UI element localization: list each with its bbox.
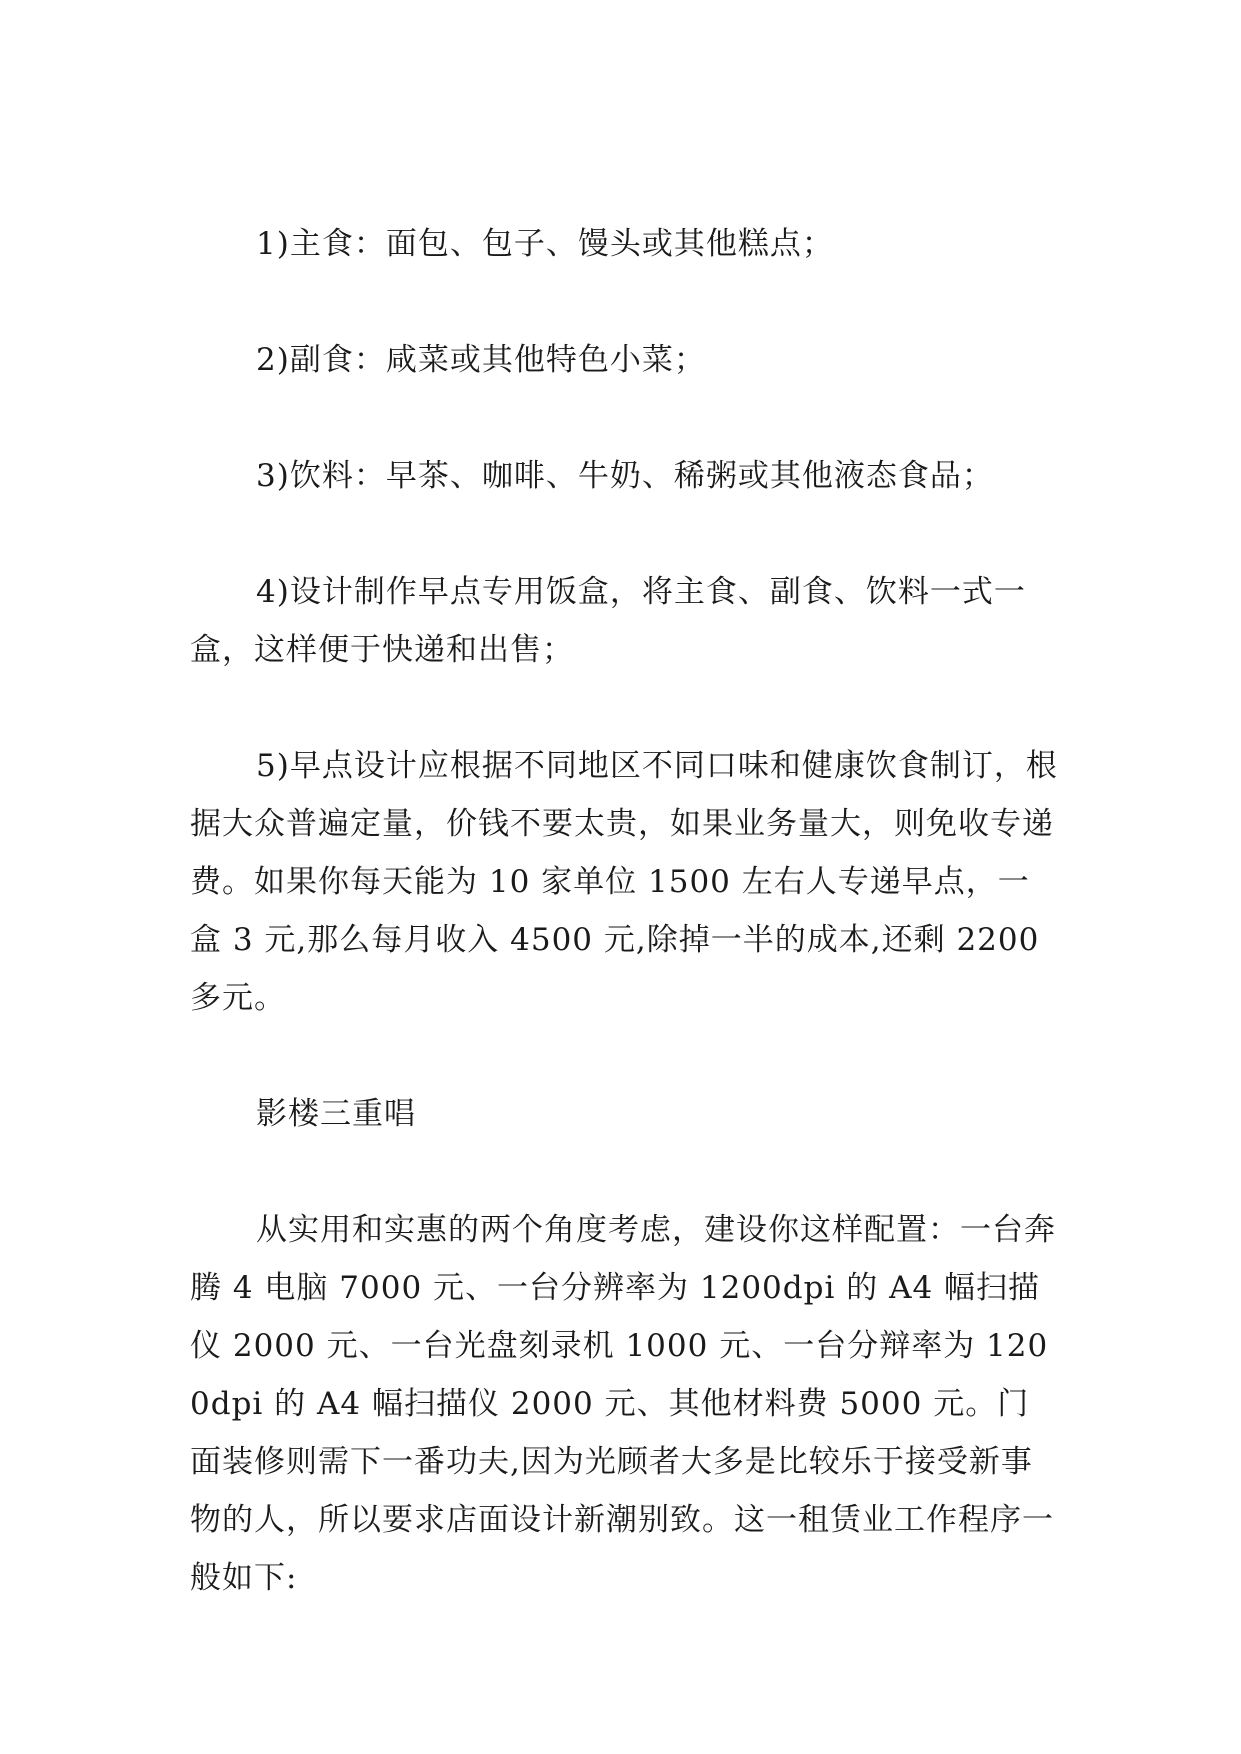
paragraph-lunchbox: 4)设计制作早点专用饭盒，将主食、副食、饮料一式一盒，这样便于快递和出售； (190, 574, 1026, 668)
section-heading: 影楼三重唱 (256, 1096, 416, 1132)
paragraph-studio-setup: 从实用和实惠的两个角度考虑，建设你这样配置：一台奔腾 4 电脑 7000 元、一台分辨率为 1200dpi 的 A4 幅扫描仪 2000 元、一台光盘刻录机 1000 元、一台分辩率为 1200dpi 的 A4 幅扫描仪 2000 元、其他材料费 5000 元。门面装修则需下一番功夫,因为光顾者大多是比较乐于接受新事物的人，所以要求店面设计新潮别致。这一租赁业工作程序一般如下: (190, 1212, 1056, 1596)
document-body (190, 215, 1060, 1607)
paragraph-breakfast-design: 5)早点设计应根据不同地区不同口味和健康饮食制订，根据大众普遍定量，价钱不要太贵，如果业务量大，则免收专递费。如果你每天能为 10 家单位 1500 左右人专递早点，一盒 3 元,那么每月收入 4500 元,除掉一半的成本,还剩 2200 多元。 (190, 748, 1058, 1016)
paragraph-side-dish: 2)副食：咸菜或其他特色小菜； (256, 342, 706, 378)
paragraph-drinks: 3)饮料：早茶、咖啡、牛奶、稀粥或其他液态食品； (256, 458, 994, 494)
paragraph-staple-food: 1)主食：面包、包子、馒头或其他糕点； (256, 226, 834, 262)
